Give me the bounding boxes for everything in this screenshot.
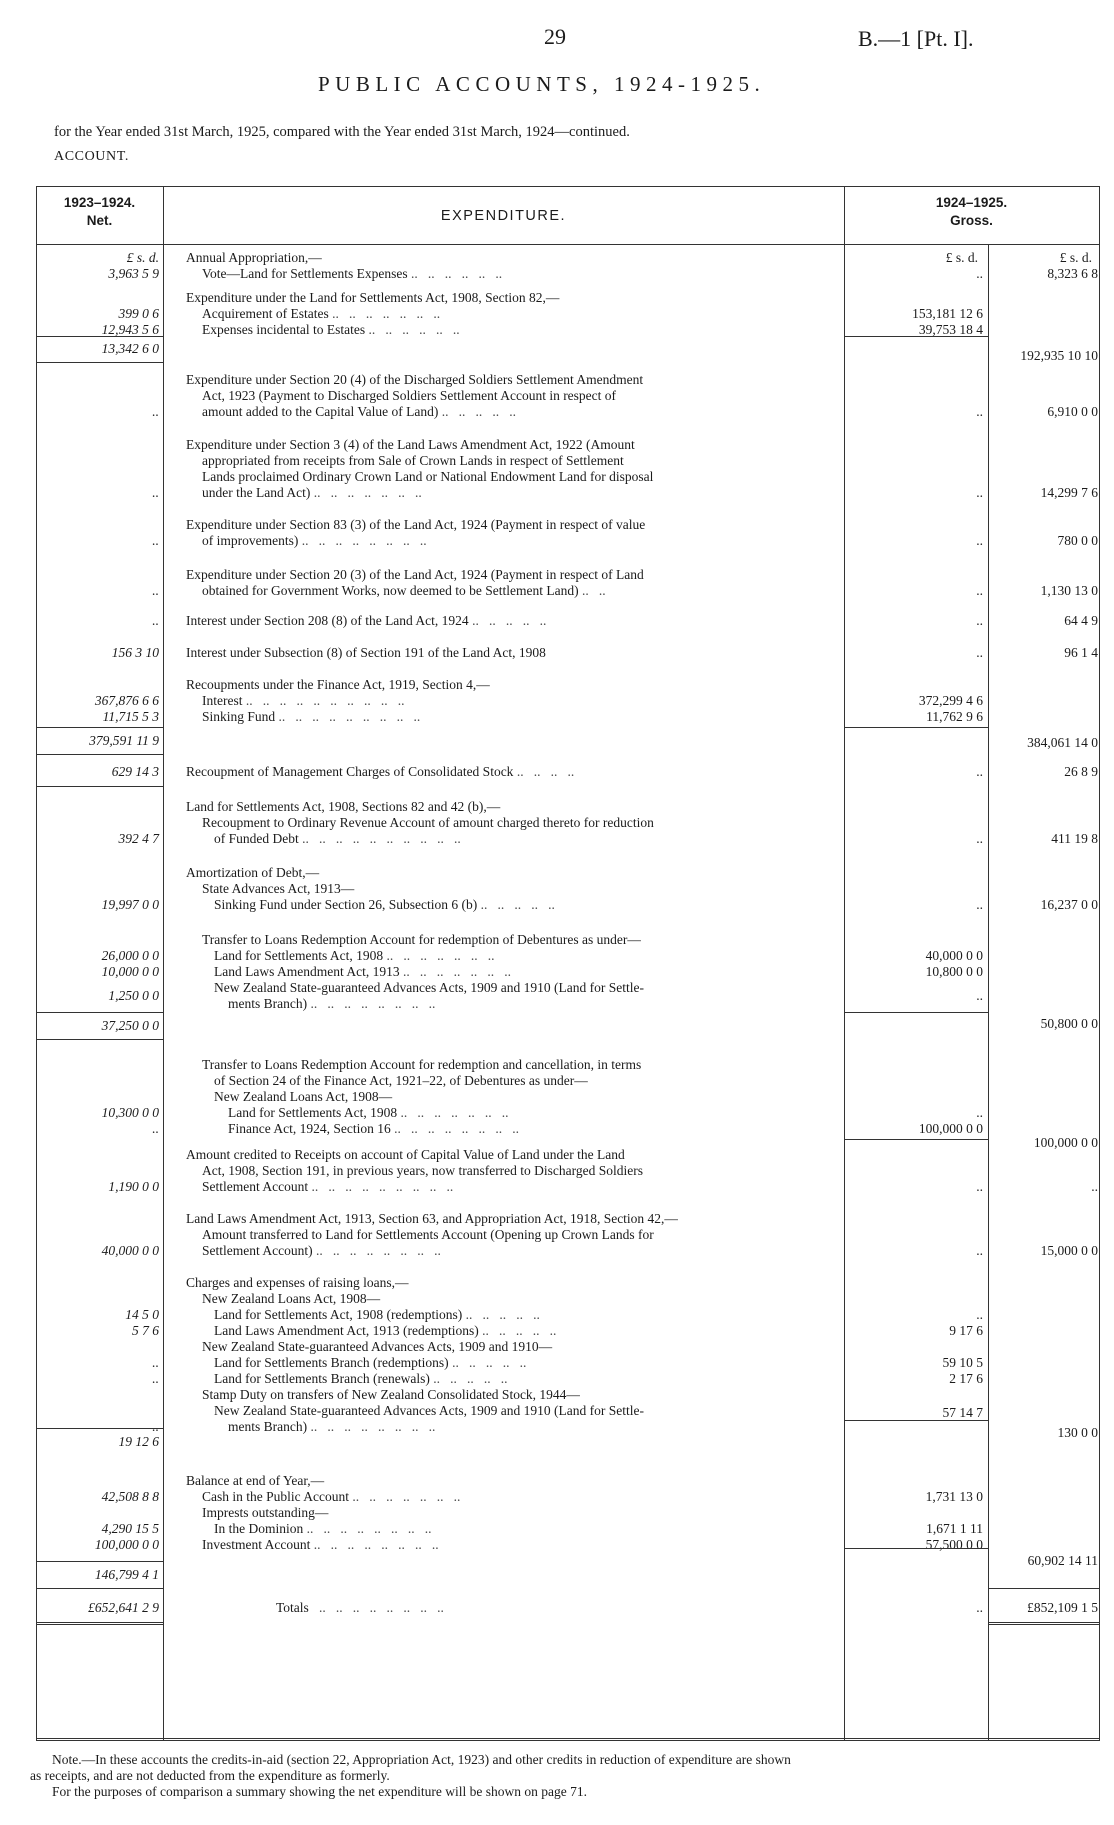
gross-item-value: 11,762 9 6 [926,709,983,724]
row-text: Land for Settlements Act, 1908 (redemptions) .. .. .. .. .. [214,1307,540,1322]
row-text: Acquirement of Estates .. .. .. .. .. .. .. [202,306,441,321]
row-text: Lands proclaimed Ordinary Crown Land or National Endowment Land for disposal [202,469,654,484]
subtotal-rule [36,1039,163,1040]
gross-item-value: .. [976,266,983,281]
gross-item-value: .. [976,1105,983,1120]
footnote-line: as receipts, and are not deducted from the expenditure as formerly. [30,1768,390,1783]
net-subtotal: 13,342 6 0 [101,341,159,356]
gross-item-value: .. [976,645,983,660]
net-value: 392 4 7 [118,831,159,846]
row-text: Imprests outstanding— [202,1505,329,1520]
subtotal-rule [36,1588,163,1589]
page-subtitle: for the Year ended 31st March, 1925, compared with the Year ended 31st March, 1924—continued. [54,124,630,140]
row-text: Act, 1908, Section 191, in previous years, now transferred to Discharged Soldiers [202,1163,644,1178]
net-value: 19,997 0 0 [101,897,159,912]
gross-total-value: 50,800 0 0 [1040,1016,1098,1031]
row-text: Expenditure under Section 20 (3) of the Land Act, 1924 (Payment in respect of Land [186,567,644,582]
net-value: 11,715 5 3 [102,709,159,724]
subtotal-rule [844,1420,988,1421]
net-value: 1,190 0 0 [108,1179,159,1194]
gross-item-value: .. [976,404,983,419]
row-text: Sinking Fund .. .. .. .. .. .. .. .. .. [202,709,421,724]
gross-item-total: .. [976,1600,983,1615]
total-rule [36,1622,163,1625]
gross-total-value: 8,323 6 8 [1047,266,1098,281]
subtotal-rule [36,1561,163,1562]
row-text: Finance Act, 1924, Section 16 .. .. .. .. .. .. .. .. [228,1121,519,1136]
gross-item-value: 372,299 4 6 [918,693,983,708]
row-text: New Zealand Loans Act, 1908— [202,1291,381,1306]
net-value: 10,300 0 0 [101,1105,159,1120]
gross-item-value: 57,500 0 0 [925,1537,983,1552]
net-label-header: Net. [86,213,113,228]
row-text: Land for Settlements Branch (redemptions) .. .. .. .. .. [214,1355,527,1370]
gross-item-value: .. [976,831,983,846]
row-text: State Advances Act, 1913— [202,881,355,896]
net-value: 5 7 6 [132,1323,159,1338]
net-value: 399 0 6 [118,306,159,321]
row-text: Land Laws Amendment Act, 1913 .. .. .. .. .. .. .. [214,964,511,979]
subtotal-rule [36,727,163,728]
row-text: amount added to the Capital Value of Land) .. .. .. .. .. [202,404,516,419]
net-year-header: 1923–1924. [63,195,136,210]
row-text: Transfer to Loans Redemption Account for redemption of Debentures as under— [202,932,641,947]
row-text: Expenditure under Section 3 (4) of the Land Laws Amendment Act, 1922 (Amount [186,437,635,452]
gross-total-value: 100,000 0 0 [1033,1135,1098,1150]
row-text: Interest under Subsection (8) of Section 191 of the Land Act, 1908 [186,645,546,660]
row-text: New Zealand State-guaranteed Advances Acts, 1909 and 1910 (Land for Settle- [214,1403,644,1418]
net-value: .. [152,1121,159,1136]
row-text: Land for Settlements Act, 1908 .. .. .. .. .. .. .. [214,948,495,963]
row-text: Land Laws Amendment Act, 1913 (redemptions) .. .. .. .. .. [214,1323,557,1338]
account-label: ACCOUNT. [54,149,129,164]
row-text: Settlement Account .. .. .. .. .. .. .. .. .. [202,1179,454,1194]
gross-total-value: 130 0 0 [1057,1425,1098,1440]
totals-label: Totals .. .. .. .. .. .. .. .. [276,1600,444,1615]
gross-total-value: 14,299 7 6 [1040,485,1098,500]
currency-net: £ s. d. [126,250,159,265]
row-text: Interest .. .. .. .. .. .. .. .. .. .. [202,693,405,708]
row-text: of improvements) .. .. .. .. .. .. .. .. [202,533,427,548]
document-reference: B.—1 [Pt. I]. [858,26,974,51]
net-value: .. [152,1371,159,1386]
row-text: Expenditure under the Land for Settlements Act, 1908, Section 82,— [186,290,560,305]
net-subtotal: 379,591 11 9 [89,733,159,748]
net-value: 12,943 5 6 [101,322,159,337]
gross-year-header: 1924–1925. [935,195,1008,210]
net-value: 629 14 3 [111,764,159,779]
row-text: In the Dominion .. .. .. .. .. .. .. .. [214,1521,432,1536]
gross-item-value: 153,181 12 6 [912,306,983,321]
gross-item-value: .. [976,897,983,912]
expenditure-header: EXPENDITURE. [440,208,567,224]
net-value: .. [152,1355,159,1370]
row-text: obtained for Government Works, now deemed to be Settlement Land) .. .. [202,583,606,598]
gross-item-value: .. [976,533,983,548]
gross-total-value: 384,061 14 0 [1027,735,1098,750]
gross-total-value: 6,910 0 0 [1047,404,1098,419]
gross-item-value: 100,000 0 0 [918,1121,983,1136]
net-value: 10,000 0 0 [101,964,159,979]
row-text: Recoupment to Ordinary Revenue Account of amount charged thereto for reduction [202,815,654,830]
gross-total-value: 64 4 9 [1064,613,1098,628]
gross-item-value: .. [976,583,983,598]
net-value: 367,876 6 6 [94,693,159,708]
row-text: Annual Appropriation,— [186,250,322,265]
gross-item-value: 10,800 0 0 [925,964,983,979]
net-value: .. [152,485,159,500]
gross-item-value: 40,000 0 0 [925,948,983,963]
gross-item-value: 57 14 7 [942,1405,983,1420]
gross-total-value: 96 1 4 [1064,645,1098,660]
net-subtotal: 146,799 4 1 [94,1567,159,1582]
table-bottom-rule [36,1738,1100,1741]
gross-item-value: 59 10 5 [942,1355,983,1370]
row-text: Sinking Fund under Section 26, Subsection 6 (b) .. .. .. .. .. [214,897,555,912]
subtotal-rule [36,786,163,787]
net-column-rule [163,186,164,1741]
row-text: Expenditure under Section 20 (4) of the Discharged Soldiers Settlement Amendment [186,372,644,387]
gross-item-value: 2 17 6 [949,1371,983,1386]
row-text: Expenses incidental to Estates .. .. .. .. .. .. [202,322,460,337]
row-text: Balance at end of Year,— [186,1473,325,1488]
subtotal-rule [844,1012,988,1013]
gross-total-value: 411 19 8 [1051,831,1098,846]
row-text: of Section 24 of the Finance Act, 1921–22, of Debentures as under— [214,1073,588,1088]
gross-total-value: 1,130 13 0 [1040,583,1098,598]
net-value: 1,250 0 0 [108,988,159,1003]
total-rule [988,1622,1099,1625]
row-text: New Zealand Loans Act, 1908— [214,1089,393,1104]
row-text: ments Branch) .. .. .. .. .. .. .. .. [228,1419,436,1434]
gross-item-value: .. [976,613,983,628]
gross-item-value: .. [976,485,983,500]
row-text: Land for Settlements Act, 1908, Sections 82 and 42 (b),— [186,799,501,814]
row-text: Investment Account .. .. .. .. .. .. .. .. [202,1537,439,1552]
gross-total-value: 16,237 0 0 [1040,897,1098,912]
row-text: Charges and expenses of raising loans,— [186,1275,409,1290]
gross-item-value: 1,731 13 0 [925,1489,983,1504]
page-number: 29 [544,24,566,49]
net-value: 156 3 10 [111,645,159,660]
gross-total-value: 780 0 0 [1057,533,1098,548]
subtotal-rule [36,1428,163,1429]
subtotal-rule [844,1548,988,1549]
gross-total-value: 192,935 10 10 [1020,348,1098,363]
footnote-line: For the purposes of comparison a summary showing the net expenditure will be shown on page 71. [52,1784,588,1799]
net-value: 4,290 15 5 [101,1521,159,1536]
row-text: Amount credited to Receipts on account of Capital Value of Land under the Land [186,1147,625,1162]
gross-total-value: 15,000 0 0 [1040,1243,1098,1258]
subtotal-rule [844,727,988,728]
subtotal-rule [844,336,988,337]
gross-item-value: 39,753 18 4 [918,322,983,337]
net-subtotal: 37,250 0 0 [101,1018,159,1033]
gross-total-value: .. [1091,1179,1098,1194]
row-text: Cash in the Public Account .. .. .. .. .. .. .. [202,1489,461,1504]
net-value: .. [152,1419,159,1434]
net-value: 42,508 8 8 [101,1489,159,1504]
row-text: Stamp Duty on transfers of New Zealand Consolidated Stock, 1944— [202,1387,580,1402]
row-text: Amortization of Debt,— [186,865,320,880]
gross-label-header: Gross. [950,213,993,228]
currency-gross-2: £ s. d. [1059,250,1092,265]
row-text: Amount transferred to Land for Settlements Account (Opening up Crown Lands for [202,1227,654,1242]
gross-item-value: 1,671 1 11 [926,1521,983,1536]
footnote-line: Note.—In these accounts the credits-in-aid (section 22, Appropriation Act, 1923) and other credits in reduction of expenditure are shown [52,1752,791,1767]
header-bottom-rule [36,244,1100,245]
gross-item-value: .. [976,1307,983,1322]
gross-item-value: 9 17 6 [949,1323,983,1338]
subtotal-rule [844,1139,988,1140]
row-text: Recoupment of Management Charges of Consolidated Stock .. .. .. .. [186,764,575,779]
row-text: of Funded Debt .. .. .. .. .. .. .. .. .. .. [214,831,461,846]
row-text: ments Branch) .. .. .. .. .. .. .. .. [228,996,436,1011]
currency-gross-1: £ s. d. [945,250,978,265]
row-text: appropriated from receipts from Sale of Crown Lands in respect of Settlement [202,453,624,468]
subtotal-rule [988,1588,1099,1589]
net-value: 26,000 0 0 [101,948,159,963]
gross-item-value: .. [976,1243,983,1258]
net-value: 40,000 0 0 [101,1243,159,1258]
net-value: 100,000 0 0 [94,1537,159,1552]
net-subtotal: 19 12 6 [118,1434,159,1449]
row-text: Land for Settlements Branch (renewals) .. .. .. .. .. [214,1371,508,1386]
net-value: 3,963 5 9 [108,266,159,281]
gross-total-value: 60,902 14 11 [1027,1553,1098,1568]
subtotal-rule [36,754,163,755]
footnote [30,1752,1090,1800]
gross-item-value: .. [976,988,983,1003]
row-text: Vote—Land for Settlements Expenses .. .. .. .. .. .. [202,266,503,281]
gross-item-value: .. [976,764,983,779]
right-rule [1099,186,1100,1741]
row-text: Transfer to Loans Redemption Account for redemption and cancellation, in terms [202,1057,642,1072]
gross-total: £852,109 1 5 [1027,1600,1098,1615]
net-value: .. [152,404,159,419]
page-title: PUBLIC ACCOUNTS, 1924-1925. [318,72,766,96]
gross-split-rule [988,244,989,1741]
net-value: .. [152,583,159,598]
row-text: Land for Settlements Act, 1908 .. .. .. .. .. .. .. [228,1105,509,1120]
row-text: Recoupments under the Finance Act, 1919, Section 4,— [186,677,490,692]
net-value: .. [152,533,159,548]
row-text: Settlement Account) .. .. .. .. .. .. .. .. [202,1243,441,1258]
row-text: Act, 1923 (Payment to Discharged Soldiers Settlement Account in respect of [202,388,617,403]
expenditure-table [36,186,1100,1742]
subtotal-rule [36,362,163,363]
table-top-rule [36,186,1100,187]
gross-total-value: 26 8 9 [1064,764,1098,779]
row-text: Land Laws Amendment Act, 1913, Section 63, and Appropriation Act, 1918, Section 42,— [186,1211,678,1226]
net-total: £652,641 2 9 [88,1600,159,1615]
net-value: 14 5 0 [125,1307,159,1322]
net-value: .. [152,613,159,628]
gross-item-value: .. [976,1179,983,1194]
row-text: New Zealand State-guaranteed Advances Acts, 1909 and 1910 (Land for Settle- [214,980,644,995]
row-text: Interest under Section 208 (8) of the Land Act, 1924 .. .. .. .. .. [186,613,547,628]
subtotal-rule [36,1012,163,1013]
subtotal-rule [36,336,163,337]
row-text: New Zealand State-guaranteed Advances Acts, 1909 and 1910— [202,1339,553,1354]
row-text: under the Land Act) .. .. .. .. .. .. .. [202,485,422,500]
row-text: Expenditure under Section 83 (3) of the Land Act, 1924 (Payment in respect of value [186,517,646,532]
